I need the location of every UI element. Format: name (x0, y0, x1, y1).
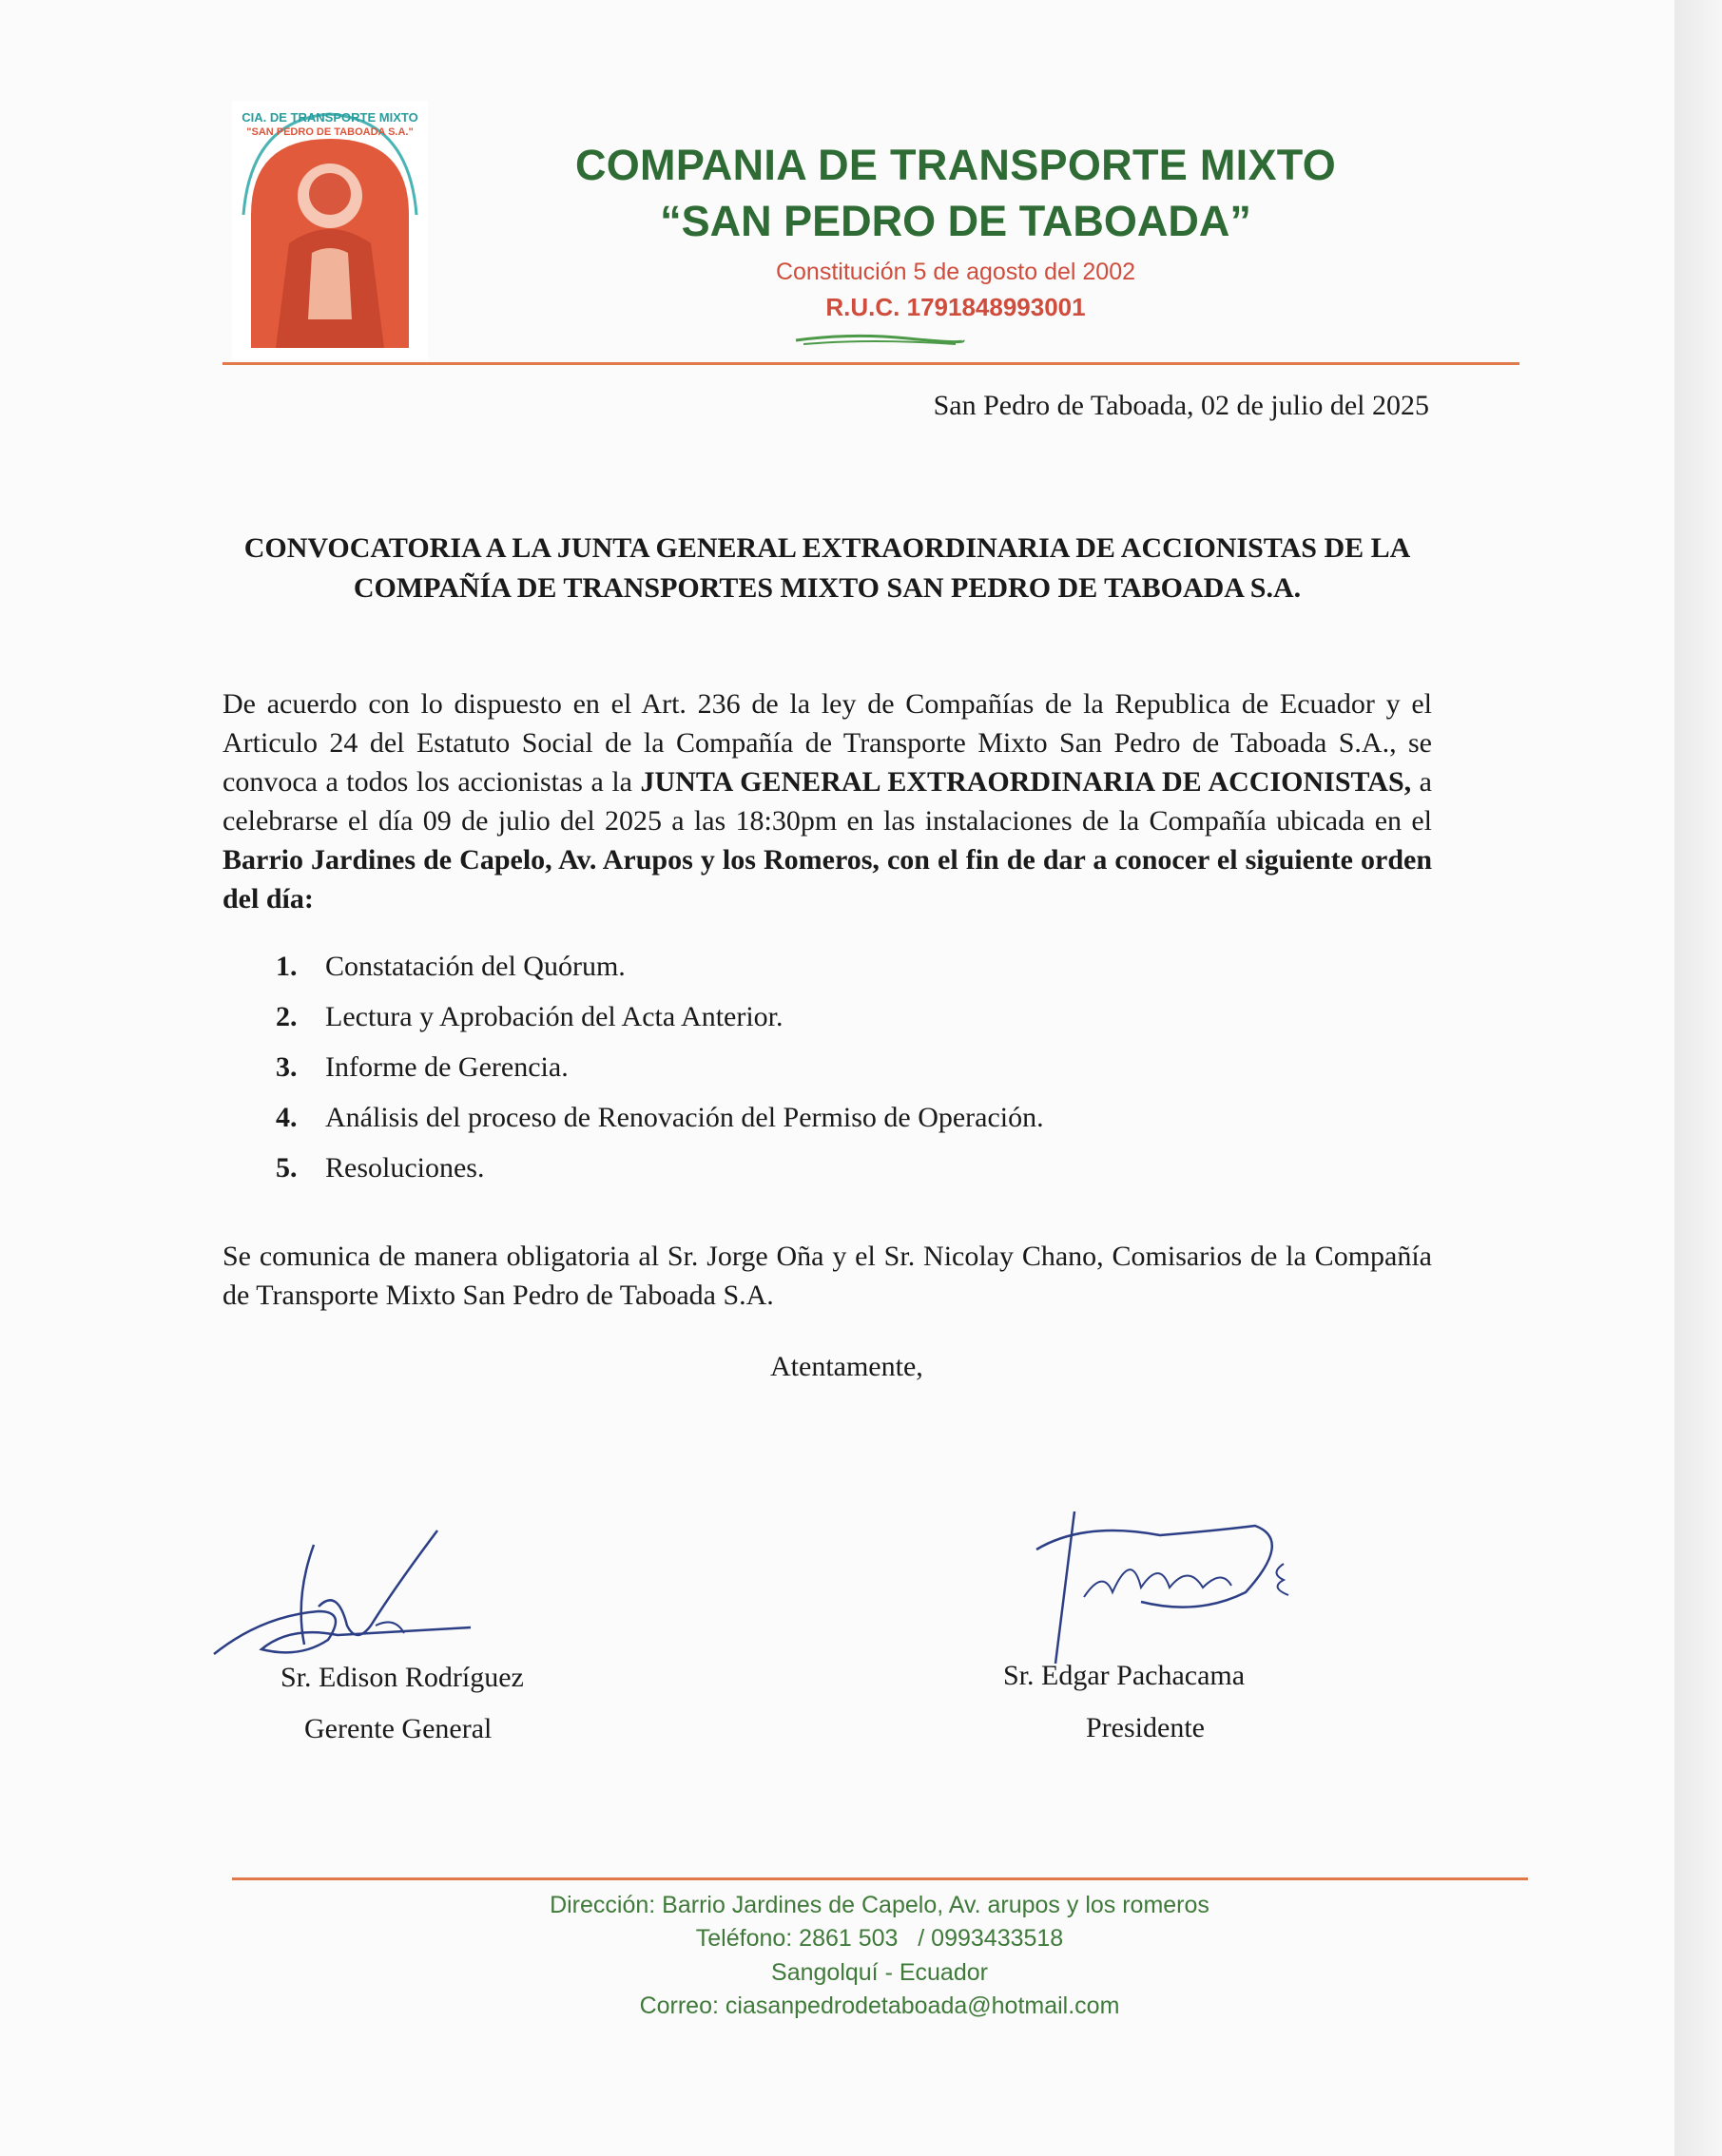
company-logo (232, 101, 428, 359)
footer-phone: Teléfono: 2861 503 / 0993433518 (695, 1925, 1064, 1952)
agenda-item-text: Informe de Gerencia. (325, 1051, 569, 1083)
agenda-item-number: 5. (276, 1152, 298, 1184)
svg-text:CIA. DE TRANSPORTE MIXTO: CIA. DE TRANSPORTE MIXTO (242, 110, 418, 125)
date-line: San Pedro de Taboada, 02 de julio del 2025 (933, 390, 1429, 421)
footer-email: Correo: ciasanpedrodetaboada@hotmail.com (639, 1992, 1120, 2019)
signatory-left-name: Sr. Edison Rodríguez (281, 1662, 524, 1693)
agenda-item (276, 1102, 1044, 1152)
agenda-item (276, 1051, 1044, 1102)
agenda-item-text: Lectura y Aprobación del Acta Anterior. (325, 1001, 784, 1032)
agenda-item (276, 951, 1044, 1001)
signatory-left-role: Gerente General (304, 1713, 493, 1744)
agenda-item-text: Constatación del Quórum. (325, 951, 626, 982)
agenda-item-text: Análisis del proceso de Renovación del Permiso de Operación. (325, 1102, 1044, 1133)
convocation-text-2: a celebrarse el día 09 de julio del 2025 a las 18:30pm en las instalaciones de la Compañía ubicada en el (223, 766, 1432, 837)
company-name: COMPANIA DE TRANSPORTE MIXTO (574, 141, 1337, 189)
agenda-list (276, 951, 1044, 1203)
document-title: CONVOCATORIA A LA JUNTA GENERAL EXTRAORDINARIA DE ACCIONISTAS DE LA COMPAÑÍA DE TRANSPORTES MIXTO SAN PEDRO DE TABOADA S.A. (243, 532, 1411, 604)
convocation-text-1: De acuerdo con lo dispuesto en el Art. 236 de la ley de Compañías de la Republica de Ecuador y el Articulo 24 del Estatuto Social de la Compañía de Transporte Mixto San Pedro de Taboada S.A., se convoca a todos los accionistas a la (223, 688, 1432, 798)
company-subtitle: “SAN PEDRO DE TABOADA” (660, 197, 1251, 245)
agenda-item-number: 2. (276, 1001, 298, 1032)
saint-peter-logo-image (232, 101, 428, 359)
commissioners-notice: Se comunica de manera obligatoria al Sr. Jorge Oña y el Sr. Nicolay Chano, Comisarios de la Compañía de Transporte Mixto San Pedro de Taboada S.A. (223, 1241, 1432, 1311)
agenda-item-number: 4. (276, 1102, 298, 1133)
svg-text:"SAN PEDRO DE TABOADA S.A.": "SAN PEDRO DE TABOADA S.A." (246, 126, 414, 138)
decorative-underline-icon (794, 329, 965, 352)
footer-divider (232, 1877, 1528, 1880)
scan-page-edge (1674, 0, 1722, 2156)
convocation-paragraph (223, 684, 1432, 918)
signature-left-handwritten (204, 1521, 490, 1664)
header-divider (223, 362, 1519, 365)
signature-right-handwritten (1027, 1492, 1331, 1673)
ruc-number: R.U.C. 1791848993001 (825, 293, 1086, 321)
agenda-item-text: Resoluciones. (325, 1152, 485, 1184)
agenda-item-number: 3. (276, 1051, 298, 1083)
agenda-item (276, 1152, 1044, 1203)
convocation-bold-2: Barrio Jardines de Capelo, Av. Arupos y los Romeros, con el fin de dar a conocer el siguiente orden del día: (223, 844, 1432, 914)
agenda-item-number: 1. (276, 951, 298, 982)
agenda-item (276, 1001, 1044, 1051)
convocation-bold-1: JUNTA GENERAL EXTRAORDINARIA DE ACCIONISTAS, (640, 766, 1412, 798)
constitution-date: Constitución 5 de agosto del 2002 (775, 259, 1136, 285)
signatory-right-name: Sr. Edgar Pachacama (1003, 1660, 1246, 1691)
closing-salutation: Atentamente, (770, 1351, 923, 1382)
signatory-right-role: Presidente (1086, 1712, 1205, 1743)
footer-address: Dirección: Barrio Jardines de Capelo, Av. arupos y los romeros (550, 1892, 1209, 1918)
footer-city: Sangolquí - Ecuador (771, 1959, 988, 1986)
